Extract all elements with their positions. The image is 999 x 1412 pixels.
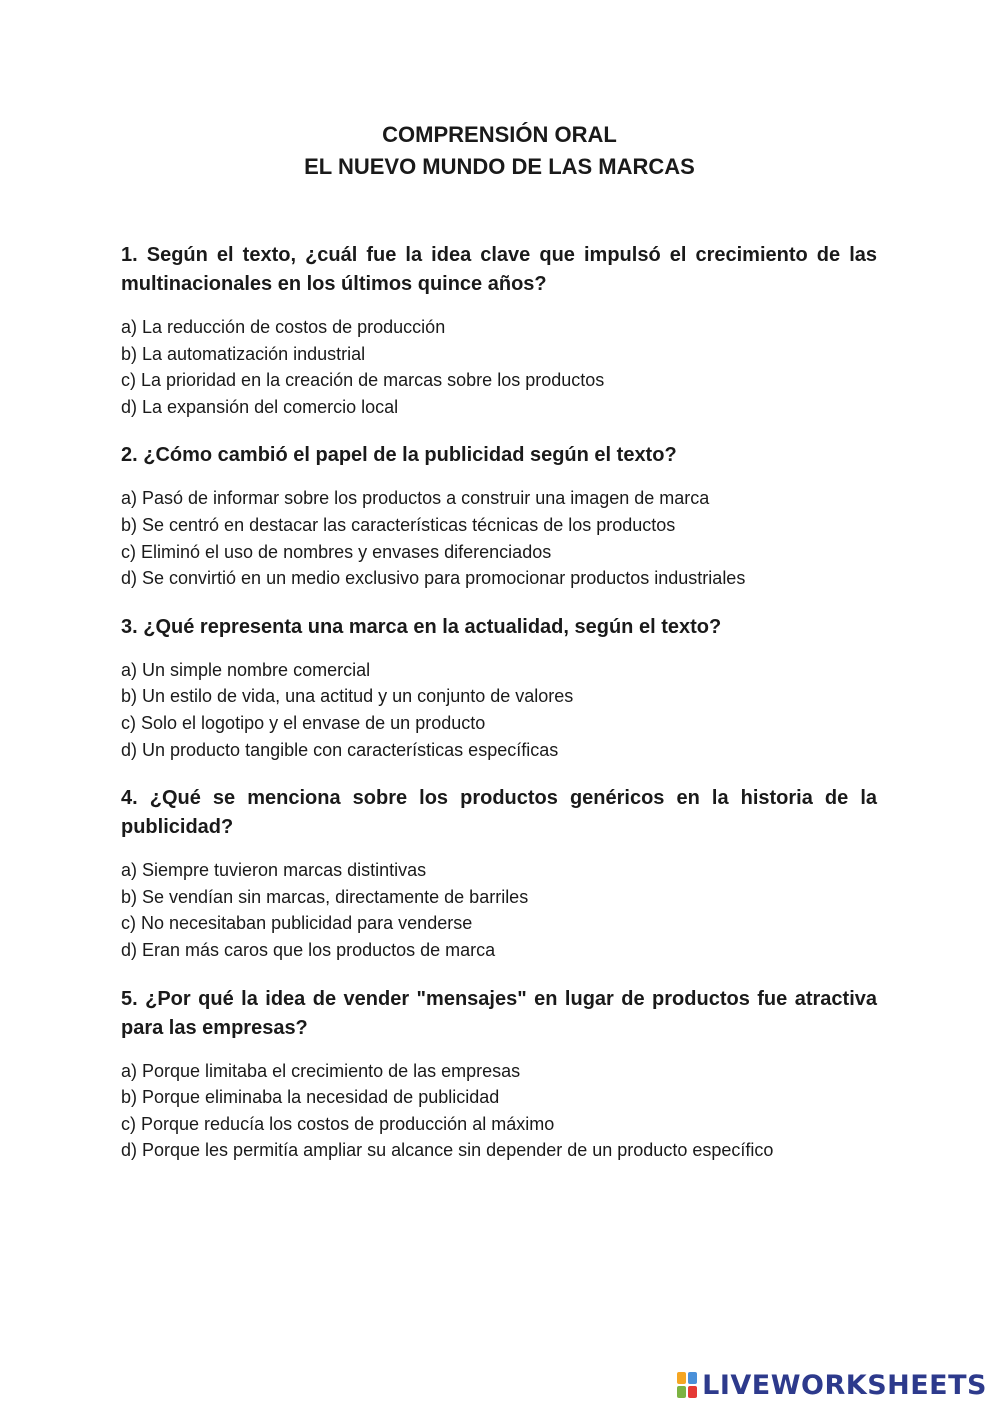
options-list xyxy=(121,857,877,963)
worksheet-title xyxy=(0,119,999,183)
question-text: 1. Según el texto, ¿cuál fue la idea clave que impulsó el crecimiento de las multinacionales en los últimos quince años? xyxy=(121,244,877,295)
question-text: 5. ¿Por qué la idea de vender "mensajes" en lugar de productos fue atractiva para las empresas? xyxy=(121,987,877,1039)
option-c[interactable]: c) No necesitaban publicidad para venderse xyxy=(121,913,473,934)
option-c[interactable]: c) Solo el logotipo y el envase de un producto xyxy=(121,712,486,733)
option-d[interactable]: d) Se convirtió en un medio exclusivo para promocionar productos industriales xyxy=(121,568,746,589)
options-list xyxy=(121,485,877,591)
options-list xyxy=(121,657,877,763)
option-b[interactable]: b) Un estilo de vida, una actitud y un conjunto de valores xyxy=(121,686,574,707)
logo-square-blue xyxy=(688,1372,697,1384)
logo-square-green xyxy=(677,1386,686,1398)
question-block-4 xyxy=(121,784,877,963)
logo-square-orange xyxy=(677,1372,686,1384)
question-block-3 xyxy=(121,613,877,763)
option-c[interactable]: c) Porque reducía los costos de producción al máximo xyxy=(121,1113,555,1134)
option-b[interactable]: b) Porque eliminaba la necesidad de publicidad xyxy=(121,1087,500,1108)
question-text: 2. ¿Cómo cambió el papel de la publicidad según el texto? xyxy=(121,444,677,467)
option-a[interactable]: a) Pasó de informar sobre los productos a construir una imagen de marca xyxy=(121,488,710,509)
options-list xyxy=(121,1058,877,1164)
logo-wordmark: LIVEWORKSHEETS xyxy=(702,1369,987,1401)
option-b[interactable]: b) La automatización industrial xyxy=(121,343,366,364)
title-line-2: EL NUEVO MUNDO DE LAS MARCAS xyxy=(304,154,695,179)
option-a[interactable]: a) La reducción de costos de producción xyxy=(121,317,446,337)
option-d[interactable]: d) La expansión del comercio local xyxy=(121,396,399,417)
liveworksheets-logo xyxy=(676,1368,987,1402)
option-d[interactable]: d) Porque les permitía ampliar su alcance sin depender de un producto específico xyxy=(121,1140,774,1161)
logo-square-red xyxy=(688,1386,697,1398)
liveworksheets-logo-icon xyxy=(676,1371,698,1399)
option-a[interactable]: a) Un simple nombre comercial xyxy=(121,659,371,680)
option-a[interactable]: a) Porque limitaba el crecimiento de las empresas xyxy=(121,1060,521,1081)
question-block-5 xyxy=(121,985,877,1164)
option-b[interactable]: b) Se centró en destacar las características técnicas de los productos xyxy=(121,514,676,535)
option-c[interactable]: c) Eliminó el uso de nombres y envases diferenciados xyxy=(121,541,552,562)
title-line-1: COMPRENSIÓN ORAL xyxy=(382,122,617,147)
option-d[interactable]: d) Eran más caros que los productos de marca xyxy=(121,939,496,960)
option-d[interactable]: d) Un producto tangible con características específicas xyxy=(121,739,559,760)
option-b[interactable]: b) Se vendían sin marcas, directamente de barriles xyxy=(121,886,529,907)
question-block-1 xyxy=(121,241,877,420)
question-block-2 xyxy=(121,441,877,591)
question-text: 3. ¿Qué representa una marca en la actualidad, según el texto? xyxy=(121,615,722,638)
question-list xyxy=(121,241,877,1185)
option-a[interactable]: a) Siempre tuvieron marcas distintivas xyxy=(121,860,427,881)
option-c[interactable]: c) La prioridad en la creación de marcas sobre los productos xyxy=(121,370,605,391)
options-list xyxy=(121,314,877,420)
question-text: 4. ¿Qué se menciona sobre los productos genéricos en la historia de la publicidad? xyxy=(121,787,877,839)
